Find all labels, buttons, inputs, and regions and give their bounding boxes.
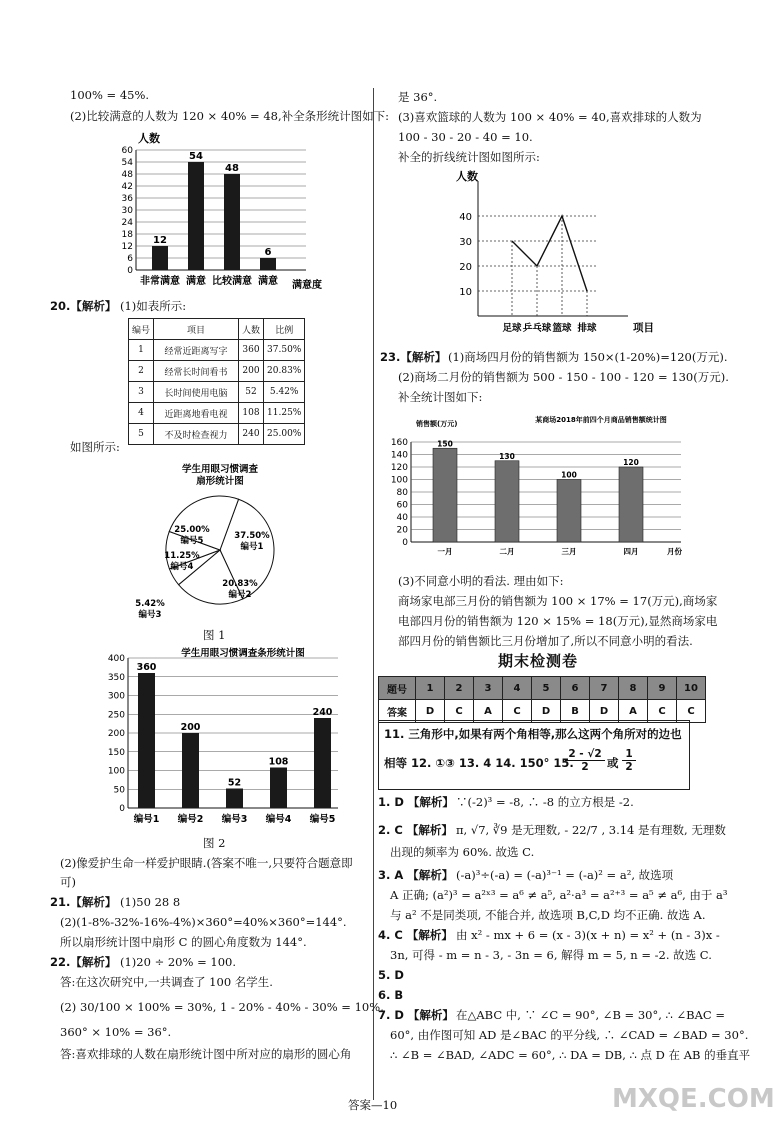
bar: [182, 733, 199, 808]
table-header-row: [129, 319, 305, 340]
data-label: 150: [437, 439, 453, 449]
table-cell: 2: [129, 361, 154, 382]
x-tick-label: 四月: [623, 547, 639, 556]
y-tick-label: 60: [396, 500, 408, 511]
data-label: 54: [189, 151, 203, 162]
answer-number-cell: 8: [619, 677, 648, 700]
eye-habit-pie-chart: [120, 458, 320, 618]
text-line: 11. 三角形中,如果有两个角相等,那么这两个角所对的边也: [384, 727, 682, 741]
data-label: 100: [561, 470, 577, 480]
text-line: 360° × 10% = 36°.: [60, 1025, 172, 1039]
answer-number-cell: 9: [648, 677, 677, 700]
exam-section-title: 期末检测卷: [498, 652, 579, 670]
answer-cell: C: [677, 700, 706, 723]
slice-percent-label: 37.50%: [234, 531, 270, 541]
text-line: 答:在这次研究中,一共调查了 100 名学生.: [60, 975, 273, 989]
y-tick-label: 40: [459, 212, 472, 223]
text-line: 补全的折线统计图如图所示:: [398, 150, 540, 164]
text-line: 部四月份的销售额比三月份增加了,所以不同意小明的看法.: [398, 634, 693, 648]
solution-5: 5. D: [378, 968, 404, 982]
text-line: (2)商场二月份的销售额为 500 - 150 - 100 - 120 = 130(万元).: [398, 370, 729, 384]
slice-percent-label: 25.00%: [174, 525, 210, 535]
x-axis-title: 月份: [667, 547, 682, 556]
data-label: 12: [153, 235, 167, 246]
y-tick-label: 40: [396, 513, 408, 523]
y-tick-label: 12: [121, 242, 133, 252]
text-line: 商场家电部三月份的销售额为 100 × 17% = 17(万元),商场家: [398, 594, 718, 608]
x-tick-label: 非常满意: [140, 276, 180, 287]
y-tick-label: 20: [459, 262, 472, 273]
table-row: [129, 403, 305, 424]
y-tick-label: 400: [107, 654, 125, 664]
answer-number-cell: 2: [445, 677, 474, 700]
y-tick-label: 10: [459, 287, 472, 298]
answer-number-row: [379, 677, 706, 700]
table-cell: 52: [239, 382, 264, 403]
x-axis-title: 项目: [633, 322, 654, 334]
text-line: 在△ABC 中, ∵ ∠C = 90°, ∠B = 30°, ∴ ∠BAC =: [456, 1008, 725, 1022]
question-22-head: 22.【解析】: [50, 955, 117, 969]
answer-number-cell: 10: [677, 677, 706, 700]
table-cell: 11.25%: [264, 403, 305, 424]
table-cell: 长时间使用电脑: [154, 382, 239, 403]
slice-name-label: 编号1: [240, 542, 264, 552]
sales-bar-chart: [385, 408, 700, 568]
slice-name-label: 编号2: [228, 590, 252, 600]
data-label: 360: [136, 662, 157, 673]
y-tick-label: 80: [396, 488, 408, 498]
text-line: (1)20 ÷ 20% = 100.: [120, 955, 236, 969]
solution-6: 6. B: [378, 988, 404, 1002]
y-tick-label: 48: [121, 170, 133, 180]
text-line: (3)不同意小明的看法. 理由如下:: [398, 574, 564, 588]
text-line: 100% = 45%.: [70, 88, 150, 102]
fraction-2-denominator: 2: [625, 761, 633, 773]
y-tick-label: 120: [390, 463, 408, 473]
answer-cell: D: [590, 700, 619, 723]
answer-cell: A: [619, 700, 648, 723]
answer-number-cell: 1: [416, 677, 445, 700]
x-tick-label: 编号3: [221, 814, 248, 825]
y-axis-title: 人数: [138, 132, 160, 145]
y-tick-label: 100: [107, 766, 125, 777]
text-line: 所以扇形统计图中扇形 C 的圆心角度数为 144°.: [60, 935, 307, 949]
chart-title: 学生用眼习惯调查条形统计图: [181, 648, 305, 659]
table-header-cell: 人数: [239, 319, 264, 340]
or-word: 或: [607, 756, 619, 770]
text-line: (3)喜欢篮球的人数为 100 × 40% = 40,喜欢排球的人数为: [398, 110, 702, 124]
figure-1-caption: 图 1: [203, 628, 226, 642]
slice-name-label: 编号4: [170, 562, 194, 572]
table-cell: 不及时检查视力: [154, 424, 239, 445]
answer-cell: D: [532, 700, 561, 723]
answer-number-cell: 3: [474, 677, 503, 700]
text-line: 3n, 可得 - m = n - 3, - 3n = 6, 解得 m = 5, n = -2. 故选 C.: [390, 948, 712, 962]
answer-cell: C: [648, 700, 677, 723]
eye-habit-bar-chart: [100, 648, 350, 828]
text-line: 出现的频率为 60%. 故选 C.: [390, 845, 535, 859]
bar: [260, 258, 276, 270]
question-23-head: 23.【解析】: [380, 350, 447, 364]
data-label: 108: [268, 756, 289, 768]
data-label: 130: [499, 451, 515, 461]
table-cell: 近距离地看电视: [154, 403, 239, 424]
table-row: [129, 361, 305, 382]
table-cell: 1: [129, 340, 154, 361]
x-tick-label: 编号2: [177, 814, 204, 825]
answer-cell: B: [561, 700, 590, 723]
text-line: 是 36°.: [398, 90, 438, 104]
y-tick-label: 200: [107, 729, 125, 739]
table-cell: 20.83%: [264, 361, 305, 382]
bar: [557, 480, 581, 543]
table-cell: 200: [239, 361, 264, 382]
page-footer: 答案—10: [348, 1098, 398, 1112]
y-axis-title: 销售额(万元): [416, 420, 458, 428]
x-tick-label: 比较满意: [212, 276, 252, 287]
data-label: 240: [312, 707, 333, 718]
text-line: 相等 12. ①③ 13. 4 14. 150° 15.: [384, 756, 574, 770]
x-tick-label: 排球: [577, 323, 597, 334]
bar: [433, 448, 457, 542]
y-tick-label: 30: [459, 237, 472, 248]
fraction-2: [622, 748, 636, 773]
x-tick-label: 编号4: [265, 814, 292, 825]
table-cell: 108: [239, 403, 264, 424]
x-tick-label: 编号5: [309, 814, 336, 825]
bar: [188, 162, 204, 270]
chart-title: 学生用眼习惯调查: [181, 464, 259, 475]
y-tick-label: 42: [121, 182, 133, 192]
data-label: 200: [180, 722, 201, 733]
x-tick-label: 三月: [561, 547, 577, 556]
solution-4-head: 4. C 【解析】: [378, 928, 453, 942]
text-line: π, √7, ∛9 是无理数, - 22/7 , 3.14 是有理数, 无理数: [456, 823, 726, 837]
bar: [224, 174, 240, 270]
y-tick-label: 50: [113, 785, 125, 796]
answer-cell: D: [416, 700, 445, 723]
x-tick-label: 篮球: [552, 323, 572, 334]
y-tick-label: 0: [119, 804, 125, 814]
text-line: (1)50 28 8: [120, 895, 181, 909]
table-cell: 4: [129, 403, 154, 424]
text-line: 由 x² - mx + 6 = (x - 3)(x + n) = x² + (n - 3)x -: [456, 928, 720, 942]
answer-cell: A: [474, 700, 503, 723]
text-line: (2)(1-8%-32%-16%-4%)×360°=40%×360°=144°.: [60, 915, 347, 929]
text-line: 答:喜欢排球的人数在扇形统计图中所对应的扇形的圆心角: [60, 1047, 352, 1061]
y-tick-label: 350: [107, 672, 125, 683]
text-line: 100 - 30 - 20 - 40 = 10.: [398, 130, 533, 144]
y-tick-label: 24: [121, 218, 133, 228]
text-line: ∵(-2)³ = -8, ∴ -8 的立方根是 -2.: [456, 795, 634, 809]
answer-number-cell: 5: [532, 677, 561, 700]
question-20-head: 20.【解析】: [50, 299, 117, 313]
text-line: (-a)³÷(-a) = (-a)³⁻¹ = (-a)² = a², 故选项: [456, 868, 674, 882]
text-line: 60°, 由作图可知 AD 是∠BAC 的平分线, ∴ ∠CAD = ∠BAD = 30°.: [390, 1028, 749, 1042]
y-axis-title: 人数: [456, 170, 478, 183]
question-21-head: 21.【解析】: [50, 895, 117, 909]
table-row: [129, 340, 305, 361]
table-header-cell: 比例: [264, 319, 305, 340]
x-tick-label: 满意: [186, 276, 206, 287]
text-line: ∴ ∠B = ∠BAD, ∠ADC = 60°, ∴ DA = DB, ∴ 点 D 在 AB 的垂直平: [390, 1048, 751, 1062]
text-line: 补全统计图如下:: [398, 390, 483, 404]
slice-percent-label: 11.25%: [164, 551, 200, 561]
text-line: (1)如表所示:: [120, 299, 187, 313]
data-label: 6: [264, 247, 272, 258]
y-tick-label: 20: [396, 525, 408, 536]
bar: [152, 246, 168, 270]
bar: [495, 461, 519, 542]
text-line: (2)像爱护生命一样爱护眼睛.(答案不唯一,只要符合题意即: [60, 856, 353, 870]
solution-1-head: 1. D 【解析】: [378, 795, 454, 809]
data-label: 52: [227, 777, 242, 789]
survey-table: [128, 318, 305, 445]
x-tick-label: 一月: [437, 547, 453, 556]
fraction-1-denominator: 2: [581, 761, 589, 773]
y-tick-label: 30: [121, 206, 133, 216]
table-header-cell: 编号: [129, 319, 154, 340]
chart-title: 某商场2018年前四个月商品销售额统计图: [535, 416, 667, 424]
solution-3-head: 3. A 【解析】: [378, 868, 454, 882]
y-tick-label: 18: [121, 230, 133, 240]
table-cell: 5: [129, 424, 154, 445]
x-tick-label: 乒乓球: [522, 323, 552, 334]
figure-2-caption: 图 2: [203, 836, 226, 850]
y-tick-label: 250: [107, 710, 125, 721]
answer-cell: C: [503, 700, 532, 723]
y-tick-label: 36: [121, 194, 133, 204]
y-tick-label: 60: [121, 146, 133, 156]
x-tick-label: 二月: [499, 547, 515, 556]
y-tick-label: 0: [402, 538, 408, 548]
slice-percent-label: 5.42%: [135, 599, 165, 609]
table-cell: 3: [129, 382, 154, 403]
y-tick-label: 0: [127, 266, 133, 276]
table-row: [129, 424, 305, 445]
table-cell: 25.00%: [264, 424, 305, 445]
table-cell: 240: [239, 424, 264, 445]
fraction-2-numerator: 1: [622, 748, 636, 761]
text-line: (2) 30/100 × 100% = 30%, 1 - 20% - 40% - 30% = 10%,: [60, 1000, 384, 1014]
table-cell: 360: [239, 340, 264, 361]
answer-cell: C: [445, 700, 474, 723]
table-cell: 经常长时间看书: [154, 361, 239, 382]
slice-name-label: 编号3: [138, 610, 162, 620]
data-line: [512, 216, 587, 291]
text-line: (2)比较满意的人数为 120 × 40% = 48,补全条形统计图如下:: [70, 109, 390, 123]
satisfaction-bar-chart: [100, 128, 330, 293]
y-tick-label: 160: [390, 438, 408, 448]
y-tick-label: 6: [127, 254, 133, 264]
sports-line-chart: [440, 166, 660, 341]
text-line: 可): [60, 875, 76, 889]
text-line: 电部四月份的销售额为 120 × 15% = 18(万元),显然商场家电: [398, 614, 718, 628]
bar: [619, 467, 643, 542]
data-label: 120: [623, 458, 639, 467]
y-tick-label: 150: [107, 747, 125, 758]
chart-subtitle: 扇形统计图: [196, 476, 244, 487]
bar: [226, 789, 243, 809]
fraction-1-numerator: 2 - √2: [565, 748, 605, 761]
fraction-1: [565, 748, 605, 773]
y-tick-label: 54: [121, 158, 133, 168]
table-cell: 5.42%: [264, 382, 305, 403]
slice-percent-label: 20.83%: [222, 579, 258, 589]
answer-number-cell: 6: [561, 677, 590, 700]
text-line: 与 a² 不是同类项, 不能合并, 故选项 B,C,D 均不正确. 故选 A.: [390, 908, 706, 922]
slice-name-label: 编号5: [180, 536, 204, 546]
column-divider: [373, 88, 374, 1100]
table-cell: 37.50%: [264, 340, 305, 361]
answer-number-cell: 4: [503, 677, 532, 700]
text-line: (1)商场四月份的销售额为 150×(1-20%)=120(万元).: [448, 350, 728, 364]
answer-number-cell: 7: [590, 677, 619, 700]
x-axis-title: 满意度: [292, 280, 322, 291]
text-line: 如图所示:: [70, 440, 120, 454]
y-tick-label: 100: [390, 475, 408, 486]
solution-7-head: 7. D 【解析】: [378, 1008, 454, 1022]
table-cell: 经常近距离写字: [154, 340, 239, 361]
text-line: A 正确; (a²)³ = a²ˣ³ = a⁶ ≠ a⁵, a²·a³ = a²⁺³ = a⁵ ≠ a⁶, 由于 a³: [390, 888, 728, 902]
bar: [270, 768, 287, 809]
answer-table: [378, 676, 706, 723]
table-row: [129, 382, 305, 403]
bar: [138, 673, 155, 808]
x-tick-label: 满意: [258, 276, 278, 287]
answer-row-label: 答案: [379, 700, 416, 723]
x-tick-label: 足球: [502, 323, 522, 334]
solution-2-head: 2. C 【解析】: [378, 823, 453, 837]
table-header-cell: 项目: [154, 319, 239, 340]
bar: [314, 718, 331, 808]
x-tick-label: 编号1: [133, 814, 160, 825]
data-label: 48: [225, 163, 239, 174]
y-tick-label: 300: [107, 691, 125, 702]
watermark: MXQE.COM: [612, 1084, 775, 1114]
y-tick-label: 140: [390, 450, 408, 461]
answer-header-label: 题号: [379, 677, 416, 700]
